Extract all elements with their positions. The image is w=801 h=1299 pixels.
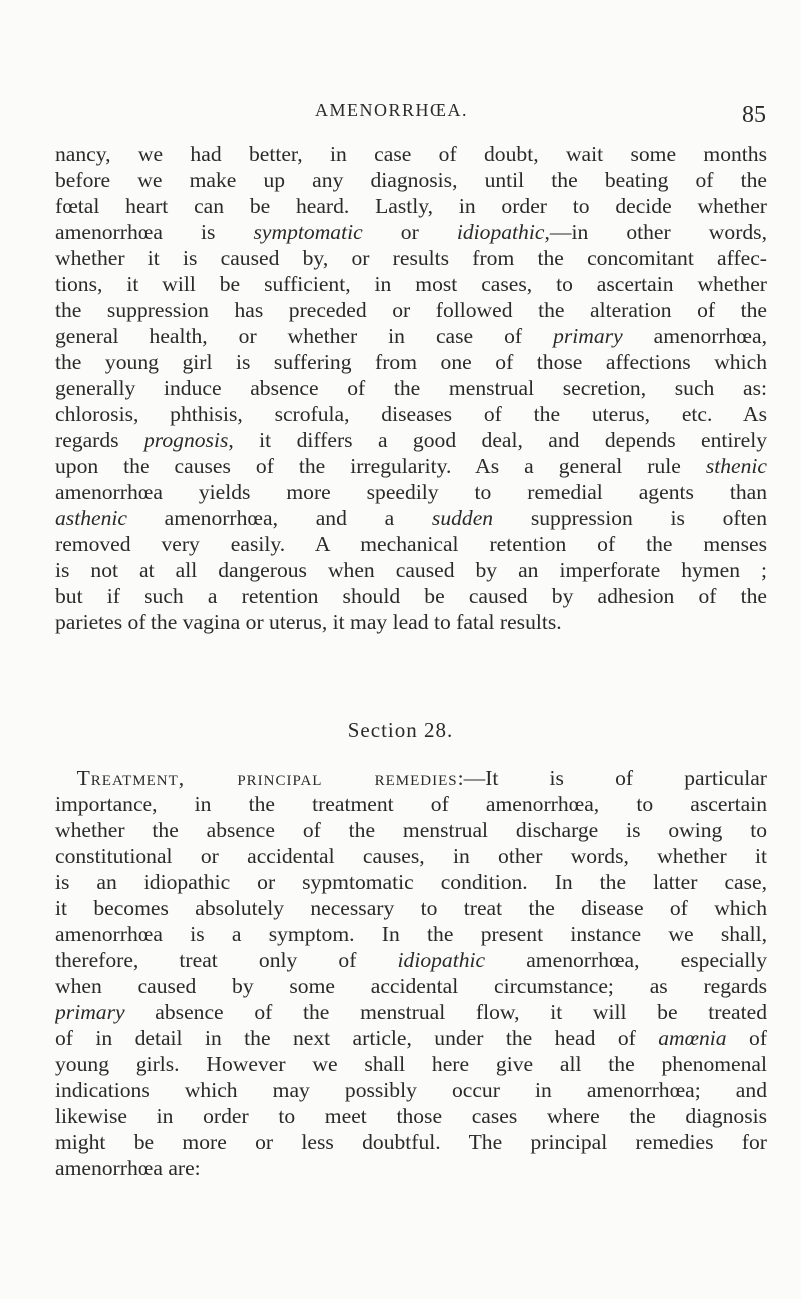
section-heading (0, 718, 801, 743)
text-line: before we make up any diagnosis, until the beating of the (55, 168, 767, 192)
italic-term: sthenic (705, 454, 767, 478)
text-line: importance, in the treatment of amenorrhœa, to ascertain (55, 792, 767, 816)
text-line: might be more or less doubtful. The principal remedies for (55, 1130, 767, 1154)
text-line: amenorrhœa is symptomatic or idiopathic,—in other words, (55, 220, 767, 244)
text-line: generally induce absence of the menstrual secretion, such as: (55, 376, 767, 400)
text-line: therefore, treat only of idiopathic amenorrhœa, especially (55, 948, 767, 972)
text-line: parietes of the vagina or uterus, it may lead to fatal results. (55, 610, 562, 634)
text-line: when caused by some accidental circumstance; as regards (55, 974, 767, 998)
text-line: amenorrhœa yields more speedily to remedial agents than (55, 480, 767, 504)
text-line: but if such a retention should be caused by adhesion of the (55, 584, 767, 608)
text-line: the suppression has preceded or followed the alteration of the (55, 298, 767, 322)
paragraph-diagnosis-prognosis (55, 141, 767, 635)
text-line: young girls. However we shall here give all the phenomenal (55, 1052, 767, 1076)
italic-term: prognosis (143, 428, 229, 452)
text-line: asthenic amenorrhœa, and a sudden suppression is often (55, 506, 767, 530)
page-header (0, 100, 801, 130)
italic-term: sudden (431, 506, 494, 530)
italic-term: idiopathic (456, 220, 545, 244)
text-line: primary absence of the menstrual flow, it will be treated (55, 1000, 767, 1024)
text-line: is an idiopathic or sypmtomatic condition. In the latter case, (55, 870, 767, 894)
italic-term: primary (553, 324, 623, 348)
text-line: removed very easily. A mechanical retention of the menses (55, 532, 767, 556)
italic-term: primary (55, 1000, 125, 1024)
text-line: general health, or whether in case of primary amenorrhœa, (55, 324, 767, 348)
treatment-lead: Treatment, principal remedies (76, 766, 458, 790)
italic-term: amœnia (658, 1026, 727, 1050)
text-line: amenorrhœa is a symptom. In the present instance we shall, (55, 922, 767, 946)
text-line: Treatment, principal remedies:—It is of particular (76, 766, 767, 790)
text-line: constitutional or accidental causes, in other words, whether it (55, 844, 767, 868)
running-head: AMENORRHŒA. (315, 100, 469, 120)
text-line: chlorosis, phthisis, scrofula, diseases of the uterus, etc. As (55, 402, 767, 426)
text-line: of in detail in the next article, under the head of amœnia of (55, 1026, 767, 1050)
text-line: it becomes absolutely necessary to treat the disease of which (55, 896, 767, 920)
text-line: tions, it will be sufficient, in most cases, to ascertain whether (55, 272, 767, 296)
text-line: amenorrhœa are: (55, 1156, 201, 1180)
italic-term: idiopathic (397, 948, 486, 972)
italic-term: asthenic (55, 506, 127, 530)
text-line: whether the absence of the menstrual discharge is owing to (55, 818, 767, 842)
text-line: regards prognosis, it differs a good deal, and depends entirely (55, 428, 767, 452)
text-line: upon the causes of the irregularity. As a general rule sthenic (55, 454, 767, 478)
section-heading-text: Section 28. (347, 718, 454, 742)
text-line: nancy, we had better, in case of doubt, wait some months (55, 142, 767, 166)
text-line: likewise in order to meet those cases where the diagnosis (55, 1104, 767, 1128)
text-line: is not at all dangerous when caused by an imperforate hymen ; (55, 558, 767, 582)
text-line: indications which may possibly occur in amenorrhœa; and (55, 1078, 767, 1102)
paragraph-treatment (55, 765, 767, 1181)
text-line: fœtal heart can be heard. Lastly, in order to decide whether (55, 194, 767, 218)
text-line: the young girl is suffering from one of those affections which (55, 350, 767, 374)
italic-term: symptomatic (253, 220, 363, 244)
page-number: 85 (742, 102, 766, 128)
text-line: whether it is caused by, or results from the concomitant affec- (55, 246, 767, 270)
